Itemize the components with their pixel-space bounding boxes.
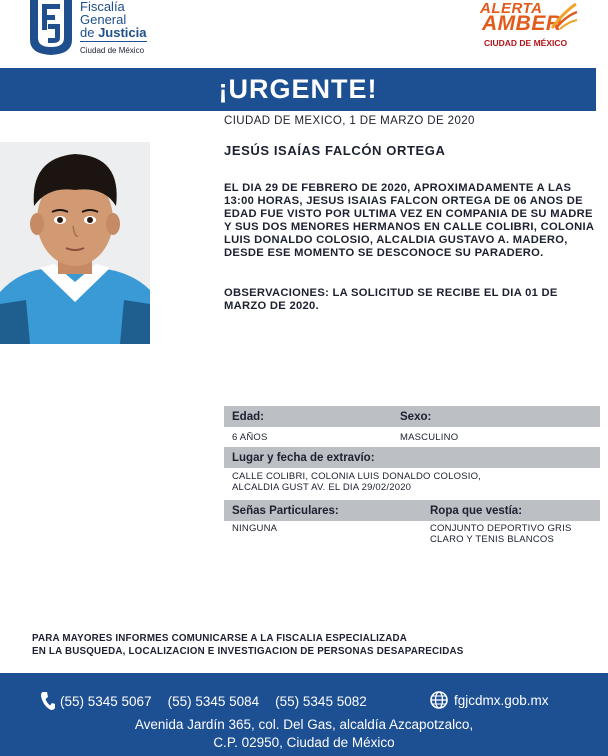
contact-note-line1: PARA MAYORES INFORMES COMUNICARSE A LA FISCALIA ESPECIALIZADA [32, 633, 408, 644]
contact-note-line2: EN LA BUSQUEDA, LOCALIZACION E INVESTIGACION DE PERSONAS DESAPARECIDAS [32, 645, 464, 657]
age-label: Edad: [232, 410, 264, 423]
fiscalia-line1: Fiscalía [80, 0, 125, 14]
sex-value: MASCULINO [400, 432, 459, 443]
place-value-line2: ALCALDIA GUST AV. EL DIA 29/02/2020 [232, 482, 412, 493]
urgent-title: ¡URGENTE! [218, 74, 378, 104]
place-label: Lugar y fecha de extravío: [232, 451, 375, 464]
phone-number-3[interactable]: (55) 5345 5082 [275, 693, 367, 709]
details-value-row-place [224, 468, 600, 500]
details-header-row-place [224, 447, 600, 468]
contact-note [32, 633, 464, 658]
fiscalia-line2: General [80, 12, 127, 27]
details-table [224, 406, 600, 551]
notice-observations: OBSERVACIONES: LA SOLICITUD SE RECIBE EL DIA 01 DE MARZO DE 2020. [224, 287, 558, 313]
header [0, 0, 608, 66]
fiscalia-wordmark [80, 0, 147, 57]
details-header-row-marks-clothes [224, 500, 600, 521]
phone-number-2[interactable]: (55) 5345 5084 [167, 693, 260, 709]
sex-label: Sexo: [400, 410, 432, 423]
website-link[interactable]: fgjcdmx.gob.mx [454, 692, 549, 708]
clothes-value-line2: CLARO Y TENIS BLANCOS [430, 534, 555, 545]
marks-label: Señas Particulares: [232, 504, 339, 517]
marks-value: NINGUNA [232, 523, 278, 534]
clothes-value-line1: CONJUNTO DEPORTIVO GRIS [430, 523, 572, 534]
amber-cdmx-text: CIUDAD DE MÉXICO [484, 38, 568, 48]
fiscalia-line3: de Justicia [80, 25, 147, 40]
details-value-row-marks-clothes [224, 521, 600, 551]
fgj-logo-icon [26, 0, 76, 56]
clothes-label: Ropa que vestía: [430, 504, 523, 517]
missing-child-photo [0, 142, 150, 344]
phone-number-1[interactable]: (55) 5345 5067 [60, 693, 152, 709]
website [430, 691, 549, 709]
fiscalia-line4: Ciudad de México [80, 41, 147, 57]
place-value [224, 471, 600, 493]
age-value: 6 AÑOS [232, 432, 268, 443]
child-photo-illustration [0, 142, 150, 344]
details-header-row-age-sex [224, 406, 600, 427]
address-line1: Avenida Jardín 365, col. Del Gas, alcaldía Azcapotzalco, [134, 717, 474, 732]
alerta-amber-logo [480, 0, 580, 56]
amber-alerta-text: ALERTA [480, 0, 543, 17]
phone-numbers [40, 691, 383, 711]
place-value-line1: CALLE COLIBRI, COLONIA LUIS DONALDO COLOSIO, [232, 471, 482, 482]
notice-date-line: CIUDAD DE MEXICO, 1 DE MARZO DE 2020 [224, 115, 475, 127]
address-line2: C.P. 02950, Ciudad de México [213, 735, 395, 750]
details-value-row-age-sex [224, 427, 600, 447]
notice-description: EL DIA 29 DE FEBRERO DE 2020, APROXIMADAMENTE A LAS 13:00 HORAS, JESUS ISAIAS FALCON ORTEGA DE 06 ANOS DE EDAD FUE VISTO POR ULTIMA VEZ EN COMPANIA DE SU MADRE Y SUS DOS MENORES HERMANOS EN CALLE COLIBRI, COLONIA LUIS DONALDO COLOSIO, ALCALDIA GUSTAVO A. MADERO, DESDE ESE MOMENTO SE DESCONOCE SU PARADERO. [224, 182, 594, 260]
phone-icon [40, 691, 56, 711]
clothes-value [422, 523, 600, 545]
amber-amber-text: AMBER [482, 12, 562, 35]
missing-person-name: JESÚS ISAÍAS FALCÓN ORTEGA [224, 143, 446, 158]
footer [0, 673, 608, 756]
urgent-banner [0, 68, 596, 111]
amber-sun-icon [550, 0, 578, 30]
globe-icon [430, 691, 448, 709]
